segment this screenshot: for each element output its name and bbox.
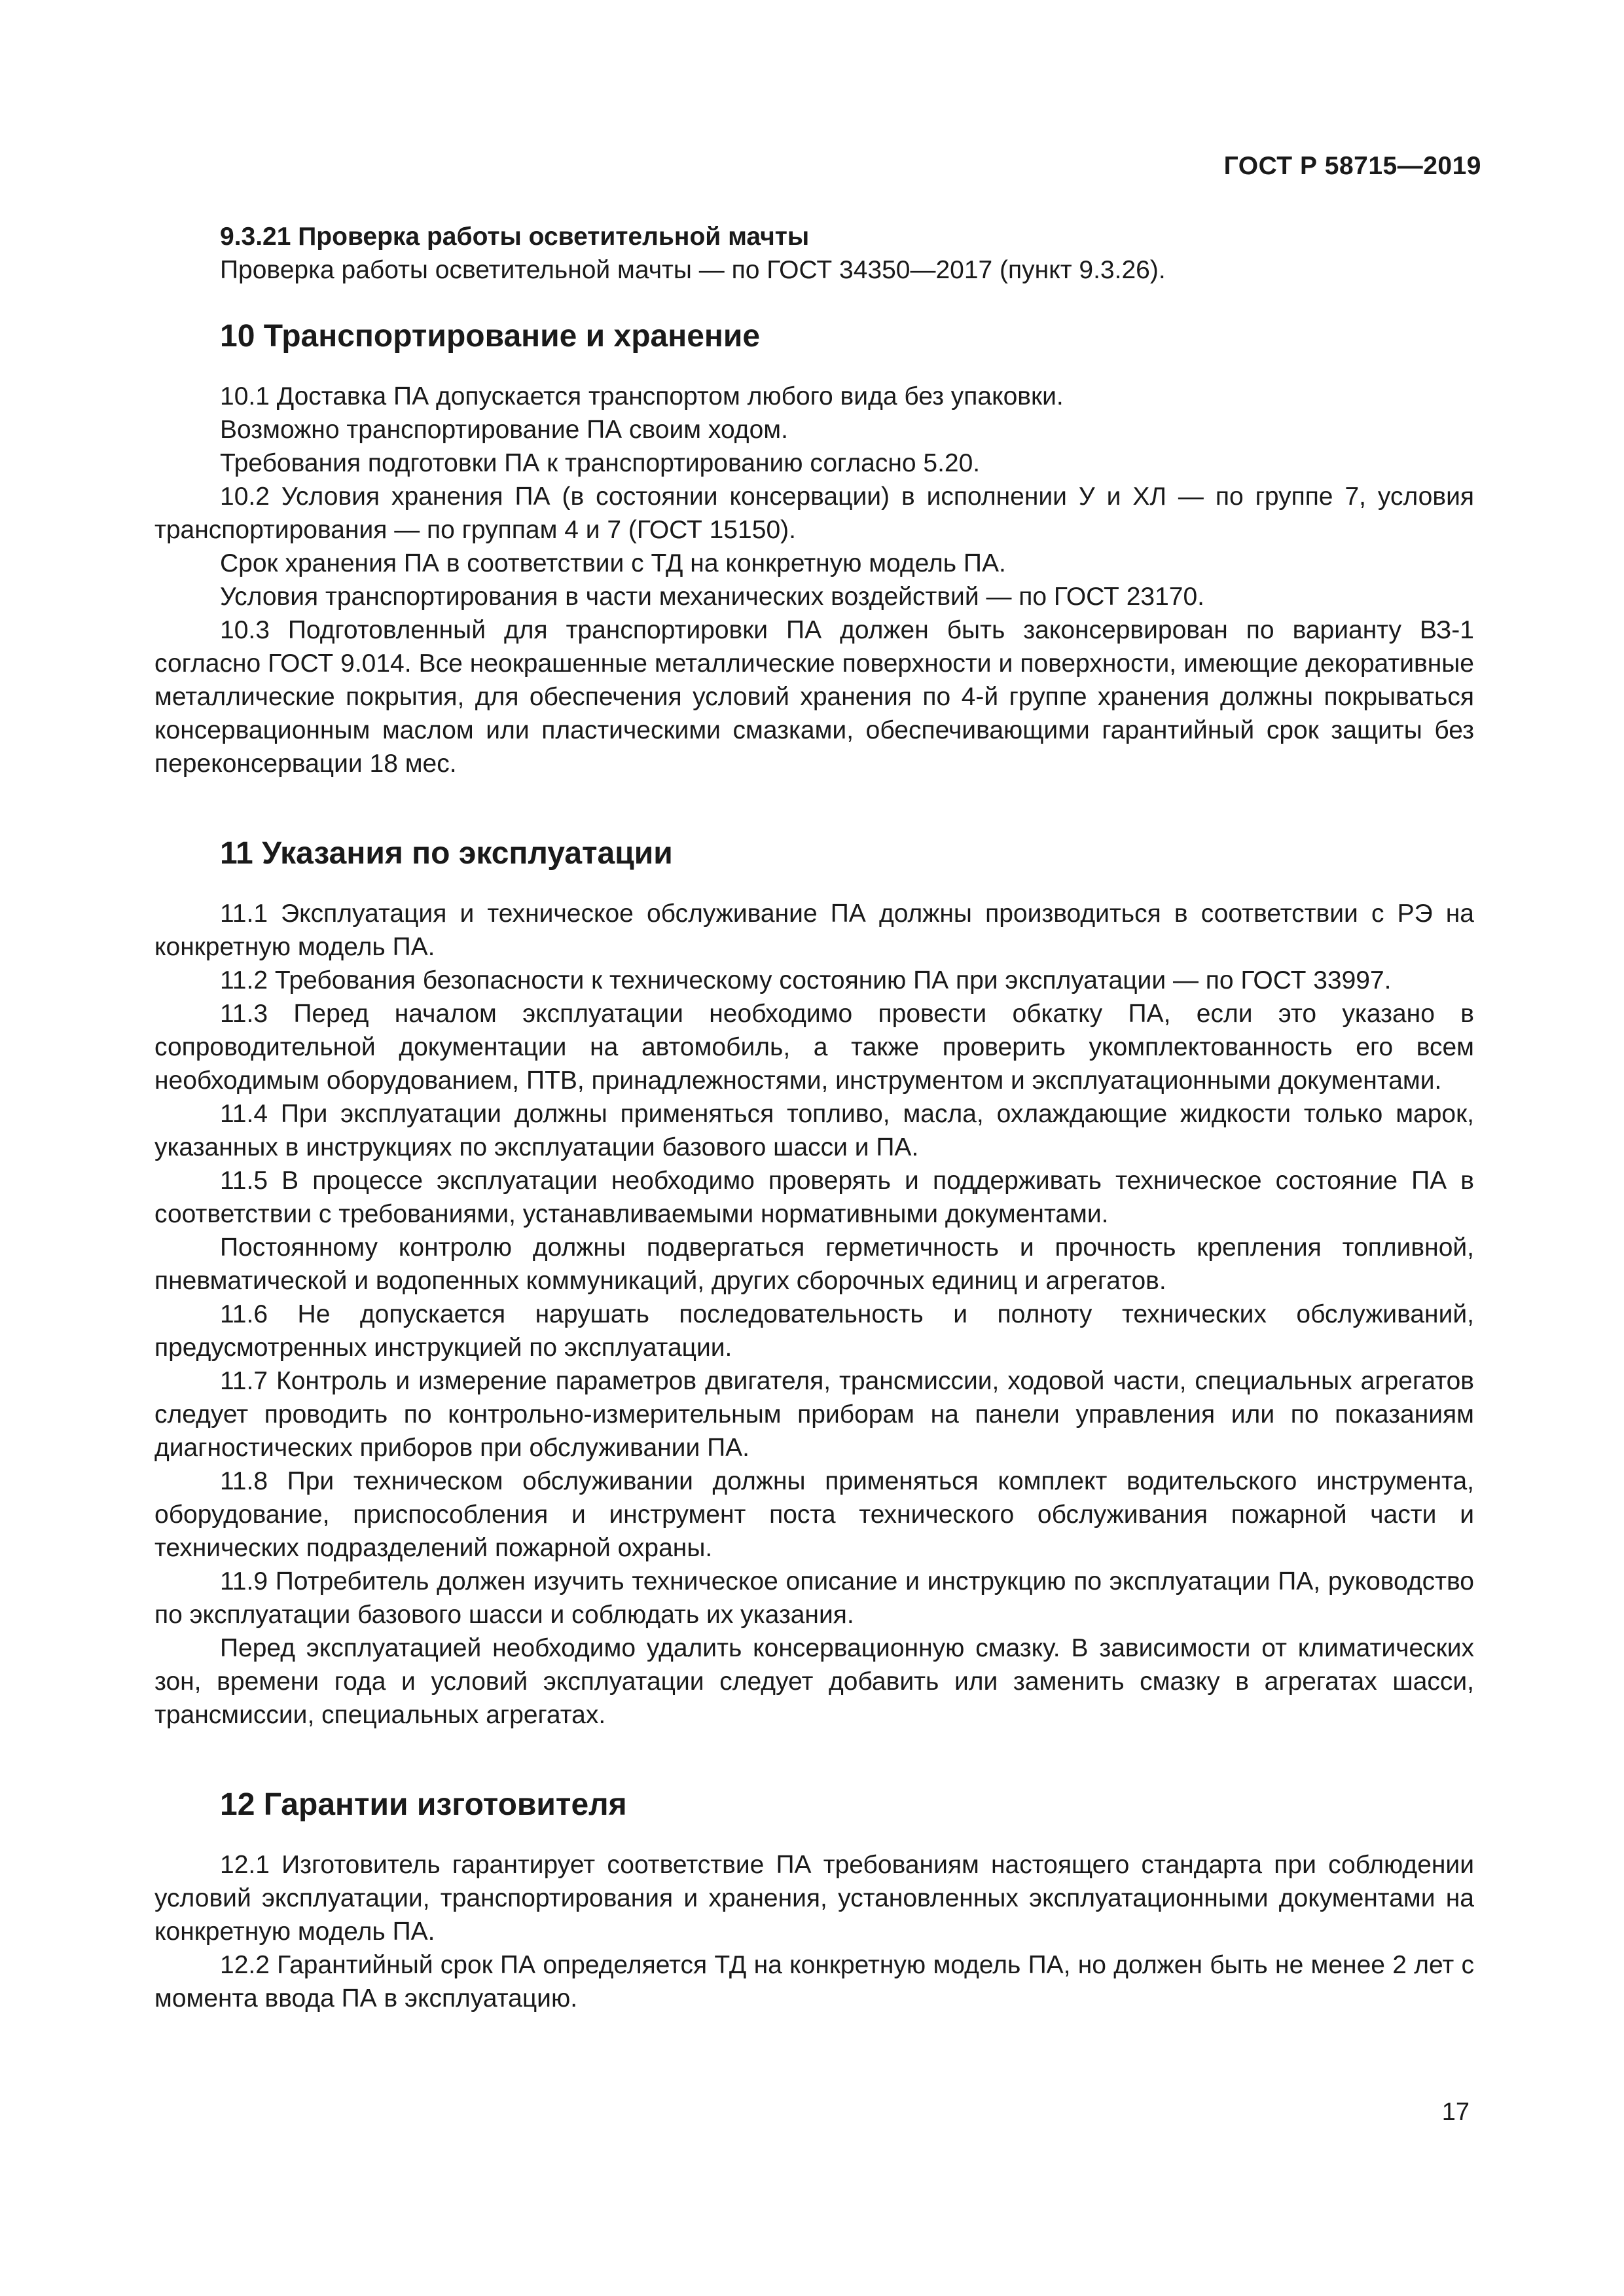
paragraph-10-3: 10.3 Подготовленный для транспортировки ПА должен быть законсервирован по варианту ВЗ-1 согласно ГОСТ 9.014. Все неокрашенные металлические поверхности и поверхности, имеющие декоративные металлические покрытия, для обеспечения условий хранения по 4-й группе хранения должны покрываться консервационным маслом или пластическими смазками, обеспечивающими гарантийный срок защиты без переконсервации 18 мес. [154, 616, 1474, 778]
paragraph: Постоянному контролю должны подвергаться герметичность и прочность крепления топливной, пневматической и водопенных коммуникаций, других сборочных единиц и агрегатов. [154, 1233, 1474, 1295]
paragraph-10-1: 10.1 Доставка ПА допускается транспортом любого вида без упаковки. [220, 382, 1064, 410]
paragraph-11-3: 11.3 Перед началом эксплуатации необходимо провести обкатку ПА, если это указано в сопроводительной документации на автомобиль, а также проверить укомплектованность его всем необходимым оборудованием, ПТВ, принадлежностями, инструментом и эксплуатационными документами. [154, 1000, 1474, 1095]
paragraph-11-5: 11.5 В процессе эксплуатации необходимо проверять и поддерживать техническое состояние ПА в соответствии с требованиями, устанавливаемыми нормативными документами. [154, 1167, 1474, 1228]
paragraph-10-2: 10.2 Условия хранения ПА (в состоянии консервации) в исполнении У и ХЛ — по группе 7, условия транспортирования — по группам 4 и 7 (ГОСТ 15150). [154, 483, 1474, 544]
paragraph-11-8: 11.8 При техническом обслуживании должны применяться комплект водительского инструмента, оборудование, приспособления и инструмент поста технического обслуживания пожарной части и технических подразделений пожарной охраны. [154, 1467, 1474, 1562]
paragraph: Требования подготовки ПА к транспортированию согласно 5.20. [220, 449, 981, 477]
paragraph-11-1: 11.1 Эксплуатация и техническое обслуживание ПА должны производиться в соответствии с РЭ на конкретную модель ПА. [154, 900, 1474, 961]
paragraph-12-2: 12.2 Гарантийный срок ПА определяется ТД на конкретную модель ПА, но должен быть не менее 2 лет с момента ввода ПА в эксплуатацию. [154, 1951, 1474, 2013]
page-number: 17 [1441, 2098, 1470, 2126]
paragraph: Срок хранения ПА в соответствии с ТД на конкретную модель ПА. [220, 549, 1006, 577]
paragraph-11-7: 11.7 Контроль и измерение параметров двигателя, трансмиссии, ходовой части, специальных агрегатов следует проводить по контрольно-измерительным приборам на панели управления или по показаниям диагностических приборов при обслуживании ПА. [154, 1367, 1474, 1462]
paragraph-11-6: 11.6 Не допускается нарушать последовательность и полноту технических обслуживаний, предусмотренных инструкцией по эксплуатации. [154, 1300, 1474, 1362]
section-title-11: 11 Указания по эксплуатации [220, 836, 673, 871]
document-code-header: ГОСТ Р 58715—2019 [1223, 152, 1481, 180]
paragraph: Перед эксплуатацией необходимо удалить консервационную смазку. В зависимости от климатических зон, времени года и условий эксплуатации следует добавить или заменить смазку в агрегатах шасси, трансмиссии, специальных агрегатах. [154, 1634, 1474, 1729]
paragraph-11-9: 11.9 Потребитель должен изучить техническое описание и инструкцию по эксплуатации ПА, руководство по эксплуатации базового шасси и соблюдать их указания. [154, 1567, 1474, 1629]
subsection-title-9-3-21: 9.3.21 Проверка работы осветительной мачты [220, 223, 810, 251]
paragraph: Условия транспортирования в части механических воздействий — по ГОСТ 23170. [220, 583, 1204, 611]
subsection-text-9-3-21: Проверка работы осветительной мачты — по ГОСТ 34350—2017 (пункт 9.3.26). [220, 256, 1166, 284]
paragraph: Возможно транспортирование ПА своим ходом. [220, 416, 788, 444]
section-title-12: 12 Гарантии изготовителя [220, 1787, 627, 1822]
paragraph-11-4: 11.4 При эксплуатации должны применяться топливо, масла, охлаждающие жидкости только марок, указанных в инструкциях по эксплуатации базового шасси и ПА. [154, 1100, 1474, 1161]
paragraph-11-2: 11.2 Требования безопасности к техническому состоянию ПА при эксплуатации — по ГОСТ 33997. [220, 966, 1392, 994]
page-content [154, 220, 1474, 2015]
section-title-10: 10 Транспортирование и хранение [220, 319, 761, 354]
paragraph-12-1: 12.1 Изготовитель гарантирует соответствие ПА требованиям настоящего стандарта при соблюдении условий эксплуатации, транспортирования и хранения, установленных эксплуатационными документами на конкретную модель ПА. [154, 1851, 1474, 1946]
